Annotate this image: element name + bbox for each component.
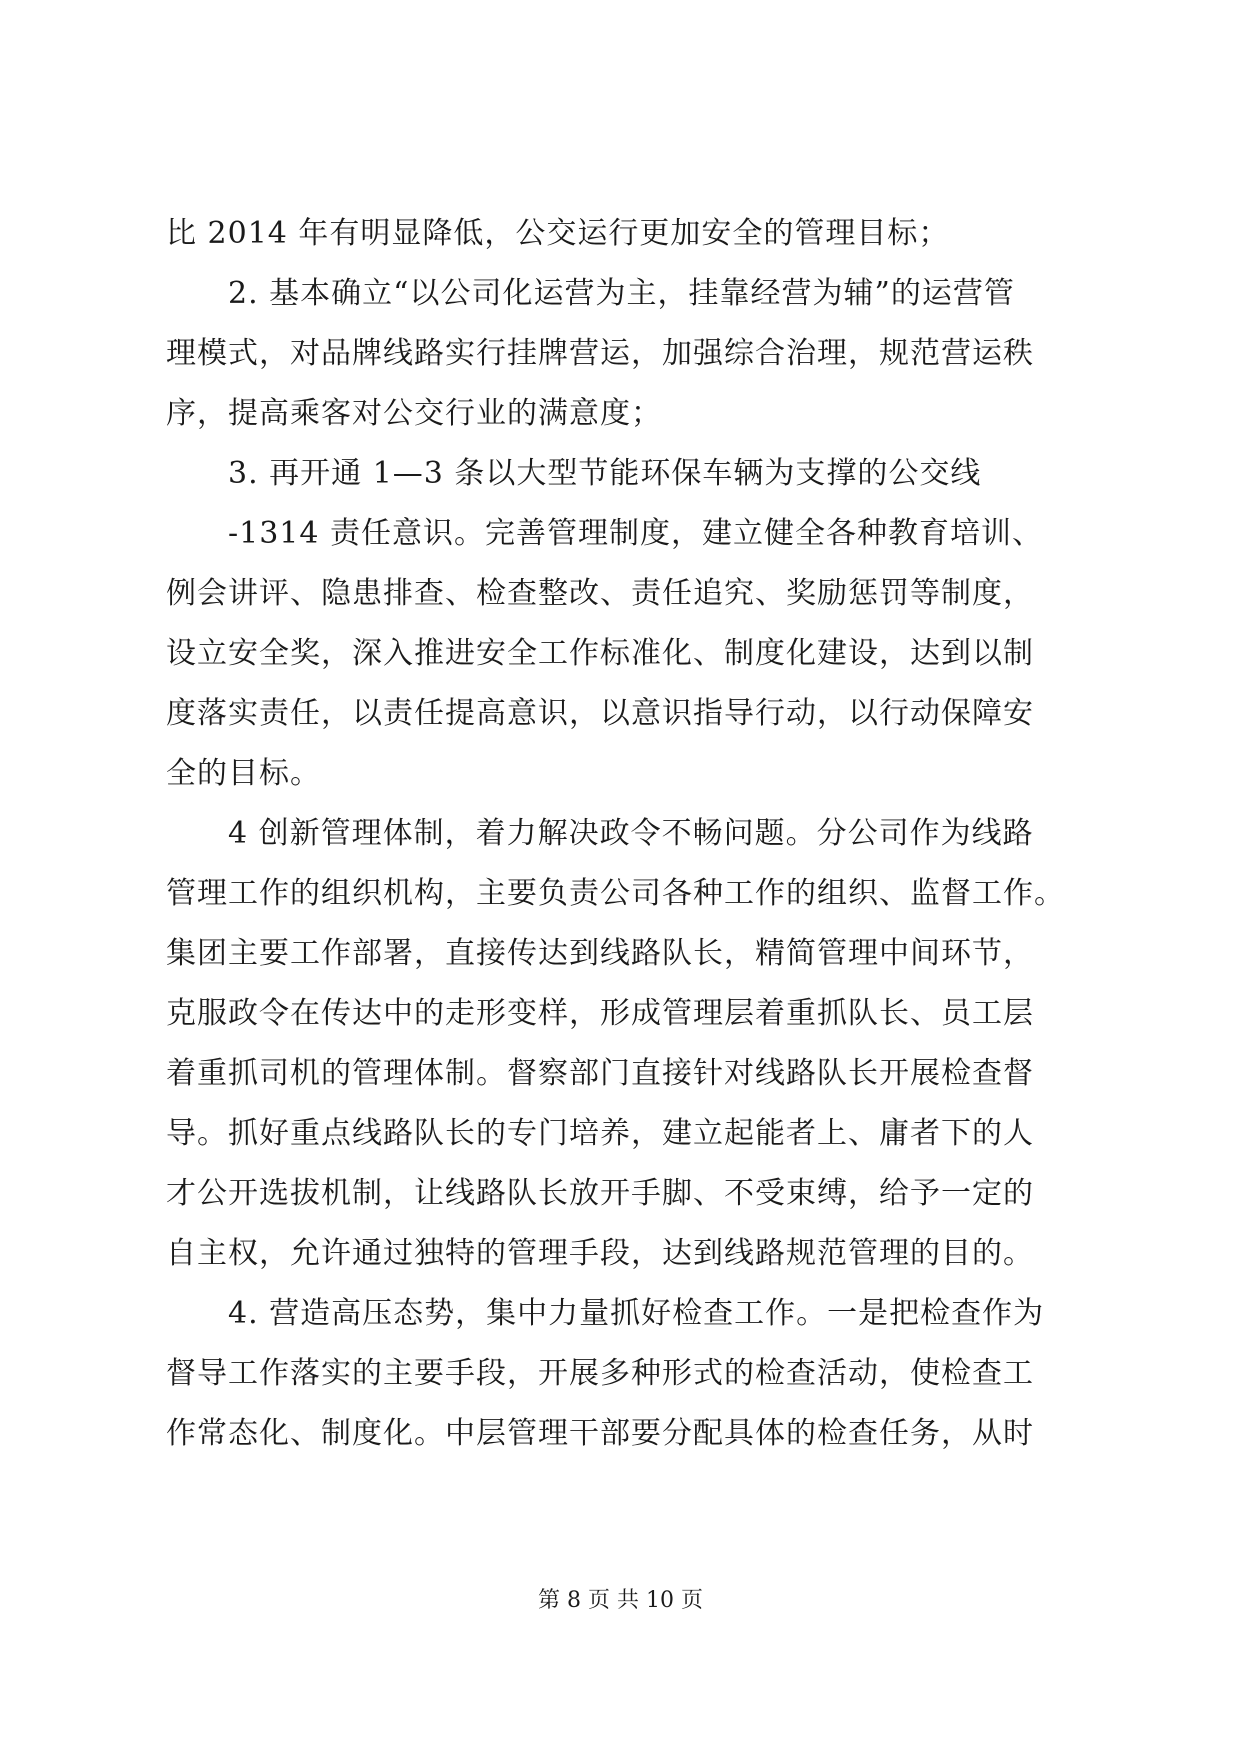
text-line-3: 理模式，对品牌线路实行挂牌营运，加强综合治理，规范营运秩 [166, 336, 1034, 371]
text-line-4: 序，提高乘客对公交行业的满意度； [166, 396, 662, 431]
text-line-5: 3. 再开通 1—3 条以大型节能环保车辆为支撑的公交线 [166, 456, 982, 491]
text-line-6: -1314 责任意识。完善管理制度，建立健全各种教育培训、 [166, 516, 1044, 551]
text-line-14: 克服政令在传达中的走形变样，形成管理层着重抓队长、员工层 [166, 996, 1034, 1031]
text-line-9: 度落实责任，以责任提高意识，以意识指导行动，以行动保障安 [166, 696, 1034, 731]
text-line-2: 2. 基本确立“以公司化运营为主，挂靠经营为辅”的运营管 [166, 276, 1015, 311]
text-line-1: 比 2014 年有明显降低，公交运行更加安全的管理目标； [166, 216, 950, 251]
text-line-15: 着重抓司机的管理体制。督察部门直接针对线路队长开展检查督 [166, 1056, 1034, 1091]
text-line-13: 集团主要工作部署，直接传达到线路队长，精简管理中间环节， [166, 936, 1034, 971]
text-line-11: 4 创新管理体制，着力解决政令不畅问题。分公司作为线路 [166, 816, 1034, 851]
text-line-16: 导。抓好重点线路队长的专门培养，建立起能者上、庸者下的人 [166, 1116, 1034, 1151]
body-text [166, 206, 1086, 1462]
text-line-18: 自主权，允许通过独特的管理手段，达到线路规范管理的目的。 [166, 1236, 1034, 1271]
text-line-21: 作常态化、制度化。中层管理干部要分配具体的检查任务，从时 [166, 1416, 1034, 1451]
text-line-17: 才公开选拔机制，让线路队长放开手脚、不受束缚，给予一定的 [166, 1176, 1034, 1211]
page-footer: 第 8 页 共 10 页 [538, 1588, 703, 1613]
text-line-8: 设立安全奖，深入推进安全工作标准化、制度化建设，达到以制 [166, 636, 1034, 671]
text-line-20: 督导工作落实的主要手段，开展多种形式的检查活动，使检查工 [166, 1356, 1034, 1391]
text-line-10: 全的目标。 [166, 756, 321, 791]
text-line-19: 4. 营造高压态势，集中力量抓好检查工作。一是把检查作为 [166, 1296, 1045, 1331]
text-line-12: 管理工作的组织机构，主要负责公司各种工作的组织、监督工作。 [166, 876, 1065, 911]
text-line-7: 例会讲评、隐患排查、检查整改、责任追究、奖励惩罚等制度， [166, 576, 1034, 611]
